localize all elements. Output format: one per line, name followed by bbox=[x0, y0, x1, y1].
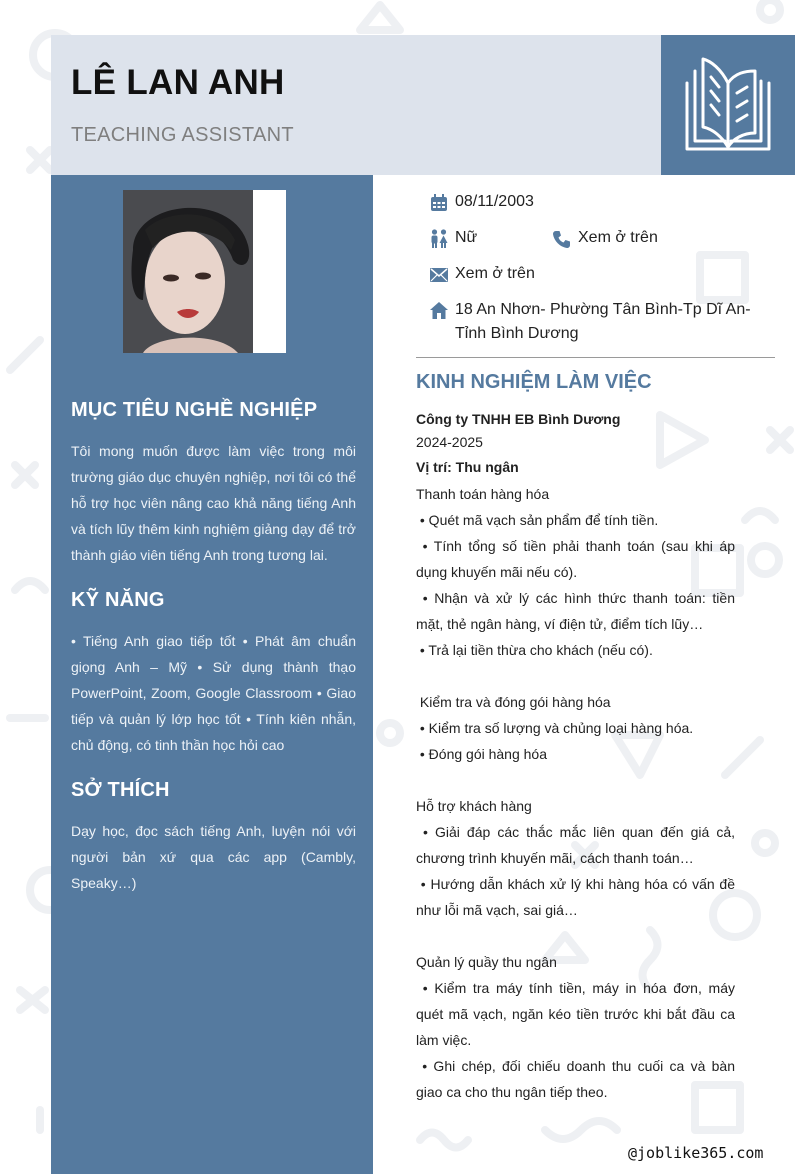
task-line: Thanh toán hàng hóa bbox=[416, 486, 550, 502]
task-line: Kiểm tra và đóng gói hàng hóa bbox=[416, 694, 611, 710]
candidate-name: LÊ LAN ANH bbox=[71, 63, 285, 102]
contact-address bbox=[430, 298, 775, 346]
watermark: @joblike365.com bbox=[628, 1144, 764, 1162]
task-line: • Hướng dẫn khách xử lý khi hàng hóa có vấn đề như lỗi mã vạch, sai giá… bbox=[416, 876, 739, 918]
address-value: 18 An Nhơn- Phường Tân Bình-Tp Dĩ An-Tỉnh Bình Dương bbox=[455, 301, 751, 342]
objective-text: Tôi mong muốn được làm việc trong môi trường giáo dục chuyên nghiệp, nơi tôi có thể hỗ trợ học viên nâng cao khả năng tiếng Anh và tích lũy thêm kinh nghiệm giảng dạy để trở thành giáo viên tiếng Anh trong tương lai. bbox=[71, 443, 356, 563]
gender-value: Nữ bbox=[455, 229, 478, 246]
task-line: Quản lý quầy thu ngân bbox=[416, 954, 557, 970]
header-banner bbox=[51, 35, 661, 175]
blank-line bbox=[416, 663, 735, 689]
blank-line bbox=[416, 767, 735, 793]
objective-heading: MỤC TIÊU NGHỀ NGHIỆP bbox=[71, 399, 318, 421]
task-list bbox=[416, 481, 739, 1105]
task-line: • Giải đáp các thắc mắc liên quan đến giá cả, chương trình khuyến mãi, cách thanh toán… bbox=[416, 824, 739, 866]
task-line: • Ghi chép, đối chiếu doanh thu cuối ca và bàn giao ca cho thu ngân tiếp theo. bbox=[416, 1058, 739, 1100]
task-line: • Kiểm tra số lượng và chủng loại hàng hóa. bbox=[416, 720, 694, 736]
experience-entry bbox=[416, 407, 739, 1105]
task-line: • Kiểm tra máy tính tiền, máy in hóa đơn, máy quét mã vạch, ngăn kéo tiền trước khi bắt đầu ca làm việc. bbox=[416, 980, 739, 1048]
envelope-icon bbox=[430, 268, 448, 282]
logo-box bbox=[661, 35, 795, 175]
task-line: • Nhận và xử lý các hình thức thanh toán: tiền mặt, thẻ ngân hàng, ví điện tử, điểm tích lũy… bbox=[416, 590, 739, 632]
section-divider bbox=[416, 357, 775, 358]
sidebar bbox=[51, 175, 373, 1174]
phone-icon bbox=[552, 230, 571, 249]
hobbies-text: Dạy học, đọc sách tiếng Anh, luyện nói với người bản xứ qua các app (Cambly, Speaky…) bbox=[71, 823, 356, 891]
task-line: • Trả lại tiền thừa cho khách (nếu có). bbox=[416, 642, 653, 658]
job-role: Vị trí: Thu ngân bbox=[416, 459, 519, 475]
experience-heading: KINH NGHIỆM LÀM VIỆC bbox=[416, 371, 652, 393]
job-title: TEACHING ASSISTANT bbox=[71, 124, 294, 146]
task-line: • Quét mã vạch sản phẩm để tính tiền. bbox=[416, 512, 659, 528]
skills-text: • Tiếng Anh giao tiếp tốt • Phát âm chuẩn giọng Anh – Mỹ • Sử dụng thành thạo PowerPoint, Zoom, Google Classroom • Giao tiếp và quản lý lớp học tốt • Tính kiên nhẫn, chủ động, có tinh thần học hỏi cao bbox=[71, 633, 356, 753]
open-book-icon bbox=[681, 57, 775, 151]
employment-period: 2024-2025 bbox=[416, 434, 483, 450]
profile-photo bbox=[123, 190, 286, 353]
phone-value: Xem ở trên bbox=[578, 229, 658, 246]
task-line: • Tính tổng số tiền phải thanh toán (sau khi áp dụng khuyến mãi nếu có). bbox=[416, 538, 739, 580]
hobbies-heading: SỞ THÍCH bbox=[71, 779, 170, 801]
skills-heading: KỸ NĂNG bbox=[71, 589, 165, 611]
company-name: Công ty TNHH EB Bình Dương bbox=[416, 411, 621, 427]
email-value: Xem ở trên bbox=[455, 265, 535, 282]
blank-line bbox=[416, 923, 735, 949]
gender-icon bbox=[430, 229, 448, 249]
task-line: Hỗ trợ khách hàng bbox=[416, 798, 532, 814]
home-icon bbox=[430, 302, 448, 319]
calendar-icon bbox=[430, 194, 448, 212]
birthday-value: 08/11/2003 bbox=[455, 193, 534, 210]
task-line: • Đóng gói hàng hóa bbox=[416, 746, 548, 762]
